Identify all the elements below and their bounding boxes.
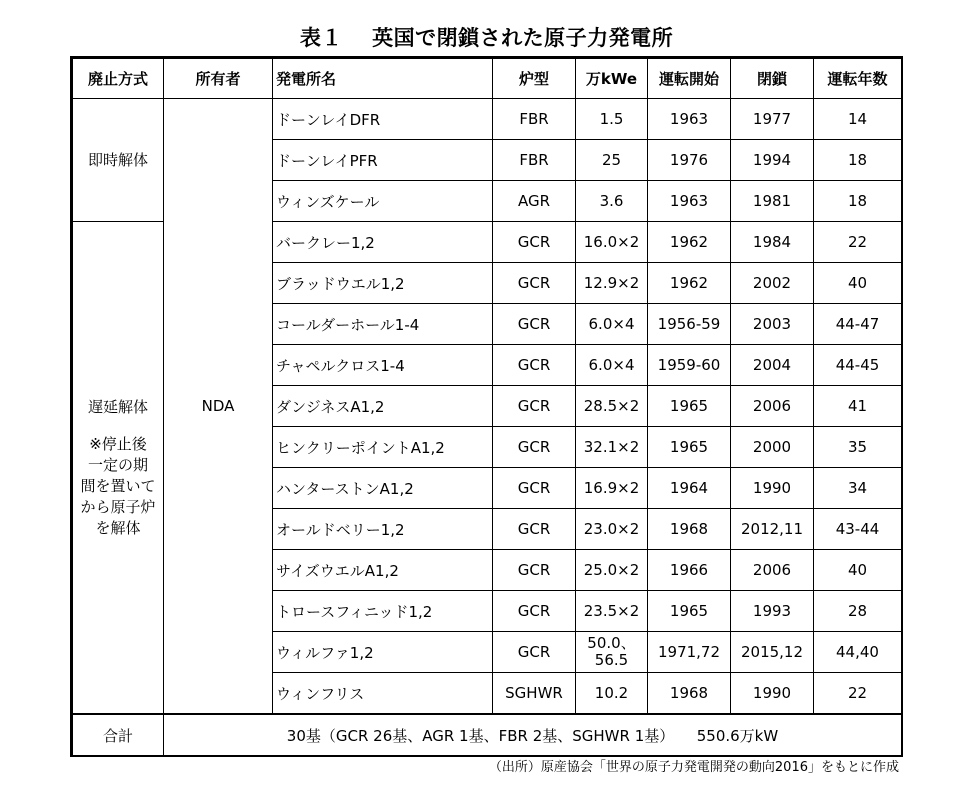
operating-years: 44-45 — [814, 345, 902, 386]
operating-years: 34 — [814, 468, 902, 509]
plant-name: バークレー1,2 — [273, 222, 493, 263]
capacity: 16.9×2 — [576, 468, 648, 509]
operating-years: 40 — [814, 263, 902, 304]
operating-years: 44-47 — [814, 304, 902, 345]
reactor-type: GCR — [493, 222, 576, 263]
header-owner: 所有者 — [164, 59, 273, 99]
plant-name: ウィンフリス — [273, 673, 493, 715]
operating-years: 35 — [814, 427, 902, 468]
reactor-type: GCR — [493, 468, 576, 509]
closed-year: 1984 — [731, 222, 814, 263]
capacity: 6.0×4 — [576, 345, 648, 386]
capacity-line: 56.5 — [594, 651, 629, 669]
reactor-type: GCR — [493, 550, 576, 591]
capacity: 12.9×2 — [576, 263, 648, 304]
capacity: 6.0×4 — [576, 304, 648, 345]
reactor-type: SGHWR — [493, 673, 576, 715]
closed-year: 1981 — [731, 181, 814, 222]
plant-name: トロースフィニッド1,2 — [273, 591, 493, 632]
capacity: 23.5×2 — [576, 591, 648, 632]
delayed-note-line: 間を置いて — [80, 476, 156, 495]
capacity-line: 50.0、 — [587, 634, 636, 652]
start-year: 1962 — [648, 263, 731, 304]
reactor-type: FBR — [493, 99, 576, 140]
closed-year: 2006 — [731, 386, 814, 427]
plant-name: チャペルクロス1-4 — [273, 345, 493, 386]
operating-years: 14 — [814, 99, 902, 140]
header-reactor-type: 炉型 — [493, 59, 576, 99]
plant-name: ドーンレイDFR — [273, 99, 493, 140]
closed-year: 1990 — [731, 673, 814, 715]
reactor-type: GCR — [493, 427, 576, 468]
delayed-note-line: を解体 — [95, 518, 141, 537]
closed-year: 1977 — [731, 99, 814, 140]
reactor-type: GCR — [493, 304, 576, 345]
header-plant-name: 発電所名 — [273, 59, 493, 99]
start-year: 1959-60 — [648, 345, 731, 386]
plant-name: ダンジネスA1,2 — [273, 386, 493, 427]
start-year: 1963 — [648, 181, 731, 222]
closed-year: 2004 — [731, 345, 814, 386]
start-year: 1965 — [648, 591, 731, 632]
capacity: 3.6 — [576, 181, 648, 222]
reactor-type: GCR — [493, 509, 576, 550]
header-row — [73, 59, 902, 99]
owner-cell: NDA — [164, 99, 273, 715]
capacity: 32.1×2 — [576, 427, 648, 468]
closed-year: 2002 — [731, 263, 814, 304]
operating-years: 41 — [814, 386, 902, 427]
operating-years: 28 — [814, 591, 902, 632]
spacer — [73, 418, 163, 434]
reactor-type: GCR — [493, 345, 576, 386]
total-label: 合計 — [73, 714, 164, 756]
source-note: （出所）原産協会「世界の原子力発電開発の動向2016」をもとに作成 — [488, 760, 899, 775]
total-value: 30基（GCR 26基、AGR 1基、FBR 2基、SGHWR 1基） 550.6万kW — [164, 714, 902, 756]
start-year: 1971,72 — [648, 632, 731, 673]
operating-years: 44,40 — [814, 632, 902, 673]
header-method: 廃止方式 — [73, 59, 164, 99]
operating-years: 22 — [814, 673, 902, 715]
start-year: 1968 — [648, 509, 731, 550]
reactor-type: AGR — [493, 181, 576, 222]
plant-name: ウィルファ1,2 — [273, 632, 493, 673]
plant-name: コールダーホール1-4 — [273, 304, 493, 345]
method-immediate: 即時解体 — [73, 99, 164, 222]
delayed-note-line: から原子炉 — [80, 497, 156, 516]
plant-name: ウィンズケール — [273, 181, 493, 222]
start-year: 1976 — [648, 140, 731, 181]
start-year: 1962 — [648, 222, 731, 263]
delayed-note-line: 一定の期 — [87, 455, 148, 474]
closed-plants-table — [72, 58, 902, 756]
operating-years: 18 — [814, 181, 902, 222]
method-delayed — [73, 222, 164, 715]
capacity: 10.2 — [576, 673, 648, 715]
capacity — [576, 632, 648, 673]
table-title: 表１ 英国で閉鎖された原子力発電所 — [299, 26, 674, 50]
start-year: 1968 — [648, 673, 731, 715]
operating-years: 40 — [814, 550, 902, 591]
header-closed: 閉鎖 — [731, 59, 814, 99]
reactor-type: GCR — [493, 632, 576, 673]
method-delayed-label: 遅延解体 — [87, 397, 148, 416]
closed-year: 2012,11 — [731, 509, 814, 550]
start-year: 1964 — [648, 468, 731, 509]
header-capacity: 万kWe — [576, 59, 648, 99]
start-year: 1965 — [648, 427, 731, 468]
closed-year: 1993 — [731, 591, 814, 632]
table-row — [73, 99, 902, 140]
capacity: 25.0×2 — [576, 550, 648, 591]
start-year: 1963 — [648, 99, 731, 140]
closed-year: 1990 — [731, 468, 814, 509]
plant-name: オールドベリー1,2 — [273, 509, 493, 550]
plant-name: ヒンクリーポイントA1,2 — [273, 427, 493, 468]
closed-year: 2000 — [731, 427, 814, 468]
total-row — [73, 714, 902, 756]
header-years: 運転年数 — [814, 59, 902, 99]
operating-years: 43-44 — [814, 509, 902, 550]
closed-year: 2006 — [731, 550, 814, 591]
capacity: 23.0×2 — [576, 509, 648, 550]
capacity: 1.5 — [576, 99, 648, 140]
reactor-type: GCR — [493, 263, 576, 304]
closed-year: 2003 — [731, 304, 814, 345]
start-year: 1966 — [648, 550, 731, 591]
reactor-type: FBR — [493, 140, 576, 181]
plant-name: ハンターストンA1,2 — [273, 468, 493, 509]
start-year: 1956-59 — [648, 304, 731, 345]
closed-year: 2015,12 — [731, 632, 814, 673]
delayed-note-line: ※停止後 — [89, 434, 147, 453]
capacity: 25 — [576, 140, 648, 181]
operating-years: 18 — [814, 140, 902, 181]
operating-years: 22 — [814, 222, 902, 263]
capacity: 28.5×2 — [576, 386, 648, 427]
reactor-type: GCR — [493, 386, 576, 427]
header-start: 運転開始 — [648, 59, 731, 99]
reactor-type: GCR — [493, 591, 576, 632]
capacity: 16.0×2 — [576, 222, 648, 263]
plant-name: ブラッドウエル1,2 — [273, 263, 493, 304]
closed-year: 1994 — [731, 140, 814, 181]
start-year: 1965 — [648, 386, 731, 427]
plant-name: サイズウエルA1,2 — [273, 550, 493, 591]
plant-name: ドーンレイPFR — [273, 140, 493, 181]
